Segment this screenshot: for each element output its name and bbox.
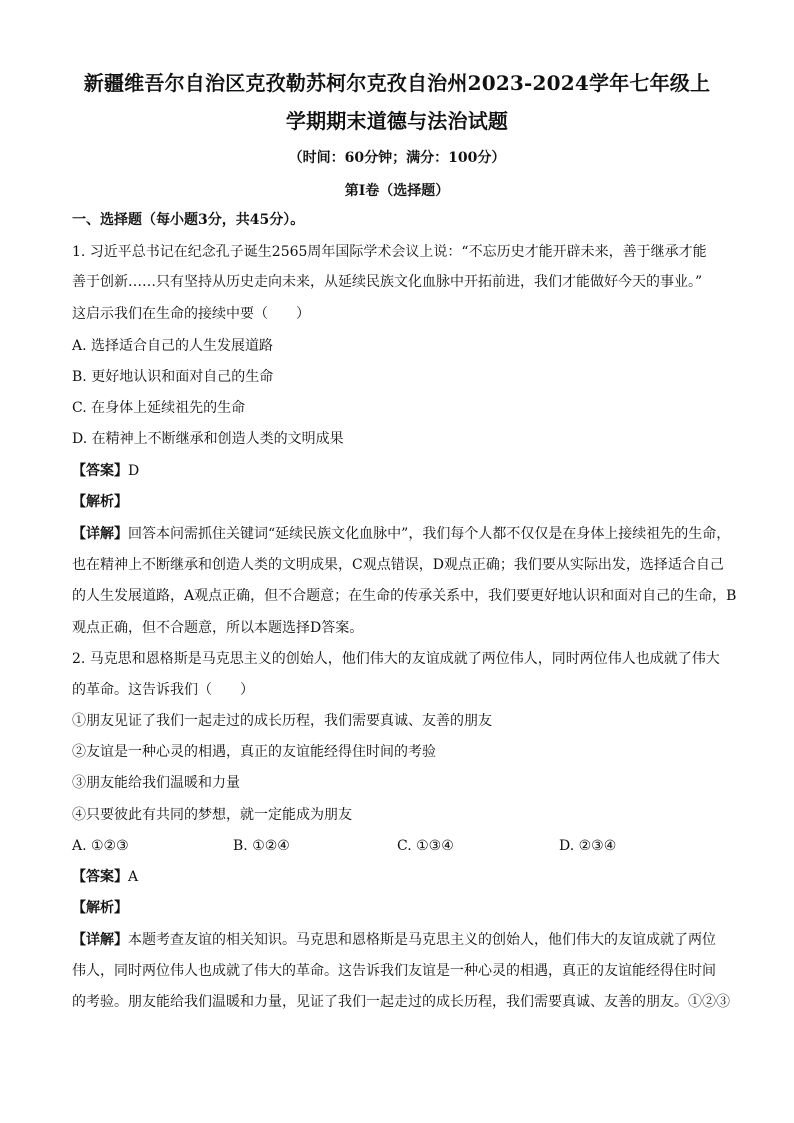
q1-option-a: A. 选择适合自己的人生发展道路 bbox=[72, 338, 274, 354]
q2-answer-value: A bbox=[128, 869, 139, 885]
q1-detail-line2: 也在精神上不断继承和创造人类的文明成果，C观点错误，D观点正确；我们要从实际出发，选择适合自己 bbox=[72, 557, 724, 573]
q2-stem-line1: 2. 马克思和恩格斯是马克思主义的创始人，他们伟大的友谊成就了两位伟人，同时两位伟人也成就了伟大 bbox=[72, 651, 720, 667]
q1-analysis-tag: 【解析】 bbox=[72, 494, 128, 510]
q2-option-c: C. ①③④ bbox=[397, 838, 454, 854]
q2-item4: ④只要彼此有共同的梦想，就一定能成为朋友 bbox=[72, 807, 352, 823]
q2-detail-line2: 伟人，同时两位伟人也成就了伟大的革命。这告诉我们友谊是一种心灵的相遇，真正的友谊能经得住时间 bbox=[72, 963, 716, 979]
section-title: 一、选择题（每小题3分，共45分）。 bbox=[72, 212, 305, 228]
q2-detail-line1 bbox=[72, 930, 732, 950]
volume-title: 第Ⅰ卷（选择题） bbox=[344, 183, 450, 199]
q2-stem-line2: 的革命。这告诉我们（ ） bbox=[72, 682, 254, 698]
q1-stem-line2: 善于创新……只有坚持从历史走向未来，从延续民族文化血脉中开拓前进，我们才能做好今天的事业。” bbox=[72, 274, 703, 290]
q1-detail-line1 bbox=[72, 524, 732, 544]
q1-detail-line4: 观点正确，但不合题意，所以本题选择D答案。 bbox=[72, 620, 364, 636]
q1-detail-tag: 【详解】 bbox=[72, 526, 128, 542]
exam-time-info: （时间：60分钟；满分：100分） bbox=[288, 150, 506, 166]
q2-item2: ②友谊是一种心灵的相遇，真正的友谊能经得住时间的考验 bbox=[72, 744, 436, 760]
q1-answer bbox=[72, 461, 732, 481]
q2-analysis-tag: 【解析】 bbox=[72, 900, 128, 916]
q1-answer-tag: 【答案】 bbox=[72, 463, 128, 479]
document-title-line2: 学期期末道德与法治试题 bbox=[285, 109, 509, 133]
q2-answer-tag: 【答案】 bbox=[72, 869, 128, 885]
q1-stem-line1: 1. 习近平总书记在纪念孔子诞生2565周年国际学术会议上说：“不忘历史才能开辟未来，善于继承才能 bbox=[72, 244, 707, 260]
q1-answer-value: D bbox=[128, 463, 140, 479]
q2-item3: ③朋友能给我们温暖和力量 bbox=[72, 775, 240, 791]
q2-option-b: B. ①②④ bbox=[233, 838, 290, 854]
q1-option-d: D. 在精神上不断继承和创造人类的文明成果 bbox=[72, 431, 344, 447]
q1-detail-text1: 回答本问需抓住关键词“延续民族文化血脉中”，我们每个人都不仅仅是在身体上接续祖先的生命， bbox=[128, 526, 731, 542]
q2-item1: ①朋友见证了我们一起走过的成长历程，我们需要真诚、友善的朋友 bbox=[72, 713, 492, 729]
q2-detail-text1: 本题考查友谊的相关知识。马克思和恩格斯是马克思主义的创始人，他们伟大的友谊成就了两位 bbox=[128, 932, 716, 948]
q1-option-b: B. 更好地认识和面对自己的生命 bbox=[72, 369, 274, 385]
q2-answer bbox=[72, 867, 732, 887]
q2-option-d: D. ②③④ bbox=[559, 838, 617, 854]
q2-detail-tag: 【详解】 bbox=[72, 932, 128, 948]
document-title-line1: 新疆维吾尔自治区克孜勒苏柯尔克孜自治州2023-2024学年七年级上 bbox=[83, 71, 711, 95]
q1-detail-line3: 的人生发展道路，A观点正确，但不合题意；在生命的传承关系中，我们要更好地认识和面对自己的生命，B bbox=[72, 588, 737, 604]
q1-stem-line3: 这启示我们在生命的接续中要（ ） bbox=[72, 306, 310, 322]
q1-option-c: C. 在身体上延续祖先的生命 bbox=[72, 400, 246, 416]
q2-option-a: A. ①②③ bbox=[72, 838, 129, 854]
q2-detail-line3: 的考验。朋友能给我们温暖和力量，见证了我们一起走过的成长历程，我们需要真诚、友善的朋友。①②③ bbox=[72, 994, 730, 1010]
